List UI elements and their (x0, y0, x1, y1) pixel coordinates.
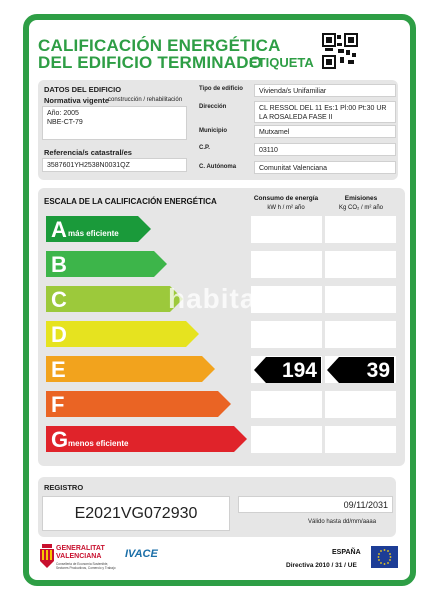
emisiones-pointer-value: 39 (366, 359, 390, 382)
etiqueta-label: ETIQUETA (249, 55, 314, 70)
class-letter: B (51, 252, 67, 277)
consumo-cell (251, 216, 322, 243)
ivace-logo: IVACE (125, 548, 158, 560)
gva-name: GENERALITAT VALENCIANA (56, 545, 105, 560)
class-bar-e (46, 356, 215, 382)
class-letter: D (51, 322, 67, 347)
class-letter: C (51, 287, 67, 312)
class-bar-g (46, 426, 247, 452)
referencia-box (42, 158, 187, 172)
valid-date: 09/11/2031 (343, 500, 388, 510)
consumo-header: Consumo de energía (253, 195, 319, 202)
class-bar-b (46, 251, 167, 277)
class-sub-label: más eficiente (68, 229, 119, 238)
referencia-value: 3587601YH2538N0031QZ (47, 162, 130, 169)
tipo-value: Vivienda/s Unifamiliar (259, 88, 327, 95)
gva-logo-icon (40, 544, 54, 568)
gva-sub: Conselleria de Economía Sostenible, Sectores Productivos, Comercio y Trabajo (56, 562, 116, 570)
country-label: ESPAÑA (332, 549, 361, 556)
autonoma-label: C. Autónoma (199, 164, 237, 170)
cp-box (254, 143, 396, 156)
consumo-cell (251, 251, 322, 278)
autonoma-box (254, 161, 396, 174)
tipo-box (254, 84, 396, 97)
cp-label: C.P. (199, 145, 210, 151)
autonoma-value: Comunitat Valenciana (259, 165, 327, 172)
normativa-label: Normativa vigente (44, 96, 110, 105)
scale-title: ESCALA DE LA CALIFICACIÓN ENERGÉTICA (44, 197, 217, 206)
consumo-cell (251, 426, 322, 453)
class-sub-label: menos eficiente (68, 439, 129, 448)
consumo-cell (251, 321, 322, 348)
direccion-value: CL RESSOL DEL 11 Es:1 Pl:00 Pt:30 UR LA ROSALEDA FASE II (259, 105, 387, 121)
qr-code-icon (322, 33, 356, 67)
emisiones-pointer (327, 357, 394, 383)
eu-flag-icon (371, 546, 398, 568)
emisiones-cell (325, 321, 396, 348)
class-letter: E (51, 357, 66, 382)
datos-edificio-label: DATOS DEL EDIFICIO (44, 85, 122, 94)
class-bar-c (46, 286, 183, 312)
emisiones-header: Emisiones (344, 195, 378, 202)
municipio-box (254, 125, 396, 138)
emisiones-unit: Kg CO₂ / m² año (338, 205, 383, 211)
municipio-label: Municipio (199, 128, 227, 134)
consumo-unit: kW h / m² año (267, 205, 305, 211)
cp-value: 03110 (259, 147, 278, 154)
class-letter: F (51, 392, 65, 417)
year-value: Año: 2005 (47, 110, 79, 117)
class-letter: G (51, 427, 69, 452)
registro-label: REGISTRO (44, 483, 84, 492)
tipo-label: Tipo de edificio (199, 86, 243, 92)
registro-box (42, 496, 230, 531)
referencia-label: Referencia/s catastral/es (44, 148, 132, 157)
municipio-value: Mutxamel (259, 129, 290, 136)
emisiones-cell (325, 391, 396, 418)
norm-value: NBE-CT-79 (47, 119, 83, 126)
direccion-box (254, 101, 396, 123)
consumo-pointer-value: 194 (281, 359, 317, 382)
title-line1: CALIFICACIÓN ENERGÉTICA (38, 36, 281, 55)
emisiones-cell (325, 286, 396, 313)
consumo-pointer (254, 357, 321, 383)
class-letter: A (51, 217, 67, 242)
normativa-sub-label: construcción / rehabilitación (108, 97, 183, 103)
title-line2: DEL EDIFICIO TERMINADO (38, 53, 263, 72)
directive-label: Directiva 2010 / 31 / UE (286, 562, 357, 569)
emisiones-cell (325, 426, 396, 453)
normativa-box (42, 106, 187, 140)
watermark: habitaclia (168, 283, 308, 314)
class-bar-f (46, 391, 231, 417)
consumo-cell (251, 391, 322, 418)
class-bar-d (46, 321, 199, 347)
class-bar-a (46, 216, 151, 242)
registro-number: E2021VG072930 (74, 505, 198, 522)
emisiones-cell (325, 251, 396, 278)
direccion-label: Dirección (199, 104, 227, 110)
emisiones-cell (325, 216, 396, 243)
valid-date-box (238, 496, 393, 513)
valid-label: Válido hasta dd/mm/aaaa (308, 519, 377, 525)
